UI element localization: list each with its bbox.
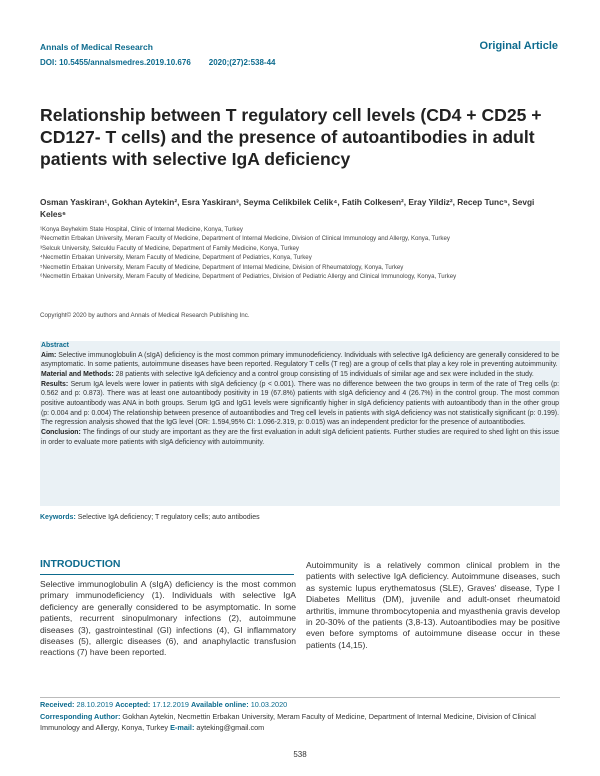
- online-date: 10.03.2020: [250, 700, 288, 709]
- affiliation: ⁶Necmettin Erbakan University, Meram Faculty of Medicine, Department of Pediatrics, Division of Pediatric Allergy and Clinical Immunology, Konya, Turkey: [40, 273, 457, 281]
- page-number: 538: [293, 750, 307, 759]
- accepted-label: Accepted:: [115, 700, 151, 709]
- abstract-results: [41, 380, 559, 428]
- paper-title: Relationship between T regulatory cell levels (CD4 + CD25 + CD127- T cells) and the presence of autoantibodies in adult patients with selective IgA deficiency: [40, 105, 542, 169]
- abstract-heading: Abstract: [41, 342, 69, 349]
- introduction-column-1: Selective immunoglobulin A (sIgA) deficiency is the most common primary immunodeficiency (1). Individuals with selective IgA deficiency are generally considered to be asymptomatic. In some patients, recurrent sinopulmonary infections (2), autoimmune diseases (3), gastrointestinal (GI) infections (4), GI inflammatory diseases (5), allergic diseases (6), and anaphylactic transfusion reactions (7) have been reported.: [40, 579, 296, 658]
- introduction-heading: INTRODUCTION: [40, 558, 121, 570]
- citation: 2020;(27)2:538-44: [208, 58, 276, 67]
- received-label: Received:: [40, 700, 75, 709]
- author-list: Osman Yaskiran¹, Gokhan Aytekin², Esra Yaskiran³, Seyma Celikbilek Celik⁴, Fatih Colkesen², Eray Yildiz², Recep Tunc⁵, Sevgi Keles⁶: [40, 197, 535, 219]
- email-link[interactable]: ayteking@gmail.com: [196, 722, 265, 732]
- abstract-aim: [41, 351, 559, 370]
- corr-label: Corresponding Author:: [40, 712, 121, 721]
- methods-text: 28 patients with selective IgA deficiency and a control group consisting of 15 individuals of similar age and sex were included in the study.: [115, 370, 534, 378]
- abstract: [41, 341, 559, 447]
- section-divider: [40, 574, 294, 575]
- copyright-notice: Copyright© 2020 by authors and Annals of Medical Research Publishing Inc.: [40, 312, 250, 319]
- affiliation: ⁴Necmettin Erbakan University, Meram Faculty of Medicine, Department of Pediatrics, Konya, Turkey: [40, 254, 312, 262]
- doi-line: [40, 58, 275, 67]
- affiliation: ⁵Necmettin Erbakan University, Meram Faculty of Medicine, Department of Internal Medicine, Division of Rheumatology, Konya, Turkey: [40, 263, 404, 271]
- received-date: 28.10.2019: [76, 700, 114, 709]
- publication-dates: [40, 700, 287, 709]
- introduction-column-2: Autoimmunity is a relatively common clinical problem in the patients with selective IgA deficiency. Autoimmune diseases, such as systemic lupus erythematosus (SLE), Graves' disease, Type I Diabetes Mellitus (DM), juvenile and adult-onset rheumatoid arthritis, immune thrombocytopenia and myasthenia gravis develop in 20-30% of the patients (3,8-13). Autoantibodies may be positive even before symptoms of autoimmune disease occur in these patients (14,15).: [306, 560, 560, 650]
- aim-label: Aim:: [41, 351, 57, 359]
- email-label: E-mail:: [170, 722, 195, 732]
- abstract-conclusion: [41, 428, 559, 447]
- conclusion-text: The findings of our study are important as they are the first evaluation in adult sIgA deficient patients. Further studies are required to shed light on this issue in order to evaluate more patients with sIgA deficiency with autoimmunity.: [41, 428, 559, 446]
- keywords-text: Selective IgA deficiency; T regulatory cells; auto antibodies: [77, 514, 260, 521]
- aim-text: Selective immunoglobulin A (sIgA) deficiency is the most common primary immunodeficiency. Individuals with selective IgA deficiency are generally considered to be asymptomatic. In some patients, autoimmune diseases have been reported. Regulatory T cells (T reg) are a group of cells that play a key role in preventing autoimmunity.: [41, 351, 559, 369]
- keywords: [40, 514, 560, 521]
- affiliation: ²Necmettin Erbakan University, Meram Faculty of Medicine, Department of Internal Medicine, Division of Clinical Immunology and Allergy, Konya, Turkey: [40, 235, 450, 243]
- affiliation: ³Selcuk University, Selcuklu Faculty of Medicine, Department of Family Medicine, Konya, Turkey: [40, 244, 299, 252]
- doi[interactable]: DOI: 10.5455/annalsmedres.2019.10.676: [40, 58, 191, 67]
- affiliations: [40, 225, 560, 281]
- online-label: Available online:: [190, 700, 249, 709]
- journal-name: Annals of Medical Research: [40, 42, 153, 52]
- corr-text: Gokhan Aytekin, Necmettin Erbakan University, Meram Faculty of Medicine, Department of Internal Medicine, Division of Clinical Immunology and Allergy, Konya, Turkey: [40, 712, 536, 732]
- conclusion-label: Conclusion:: [41, 428, 81, 436]
- abstract-methods: [41, 370, 559, 380]
- article-type: Original Article: [479, 40, 558, 52]
- keywords-label: Keywords:: [40, 514, 76, 521]
- footer-divider: [40, 697, 560, 698]
- corresponding-author: [40, 712, 560, 733]
- results-label: Results:: [41, 380, 69, 388]
- methods-label: Material and Methods:: [41, 370, 114, 378]
- results-text: Serum IgA levels were lower in patients with sIgA deficiency (p < 0.001). There was no difference between the two groups in term of the rate of Treg cells (p: 0.562 and p: 0.873). There was at least one autoantibody positivity in 19 (67.8%) patients with sIgA deficiency and 4 (26.7%) in the control group. The most common positive autoantibody was ANA in both groups. Serum IgG and IgG1 levels were significantly higher in sIgA deficiency patients with autoantibody than in the other group (p: 0.004 and p: 0.004) The relationship between presence of autoantibodies and Treg cell levels in patients with sIgA deficiency was not statistically significant (p: 0.199). The regression analysis showed that the IgG level (OR: 1.594,95% CI: 1.096-2.319, p: 0.015) was an independent predictor for the presence of autoantibodies.: [41, 380, 559, 427]
- accepted-date: 17.12.2019: [152, 700, 189, 709]
- affiliation: ¹Konya Beyhekim State Hospital, Clinic of Internal Medicine, Konya, Turkey: [40, 226, 243, 233]
